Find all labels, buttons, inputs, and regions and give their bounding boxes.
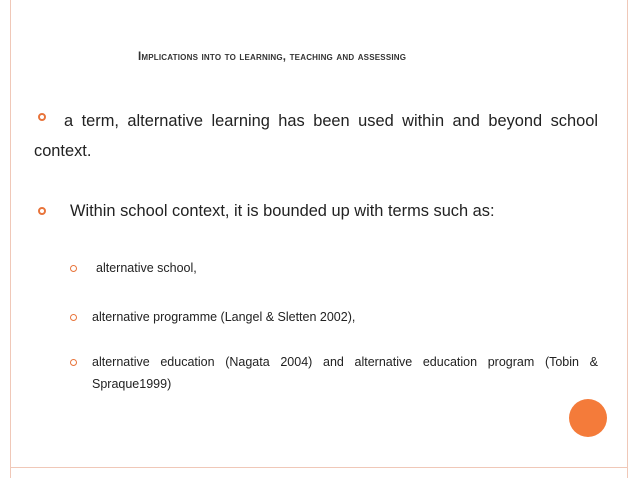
sub-bullet-item-1: alternative school, [96, 261, 197, 275]
bullet-item-2: Within school context, it is bounded up with terms such as: [70, 202, 495, 220]
bullet-ring-icon [38, 207, 46, 215]
slide-frame-right [627, 0, 628, 478]
sub-bullet-item-2: alternative programme (Langel & Sletten 2002), [92, 310, 356, 324]
bullet-item-1-text: a term, alternative learning has been used within and beyond school context. [34, 112, 598, 160]
slide-frame-bottom [10, 467, 628, 468]
sub-bullet-ring-icon [70, 359, 77, 366]
sub-bullet-ring-icon [70, 314, 77, 321]
bullet-item-1 [34, 106, 598, 166]
slide-frame-left [10, 0, 11, 478]
sub-bullet-ring-icon [70, 265, 77, 272]
decorative-orange-circle [569, 399, 607, 437]
sub-bullet-item-3: alternative education (Nagata 2004) and alternative education program (Tobin & Spraque1999) [92, 355, 598, 391]
slide-title: Implications into to learning, teaching and assessing [138, 51, 407, 63]
